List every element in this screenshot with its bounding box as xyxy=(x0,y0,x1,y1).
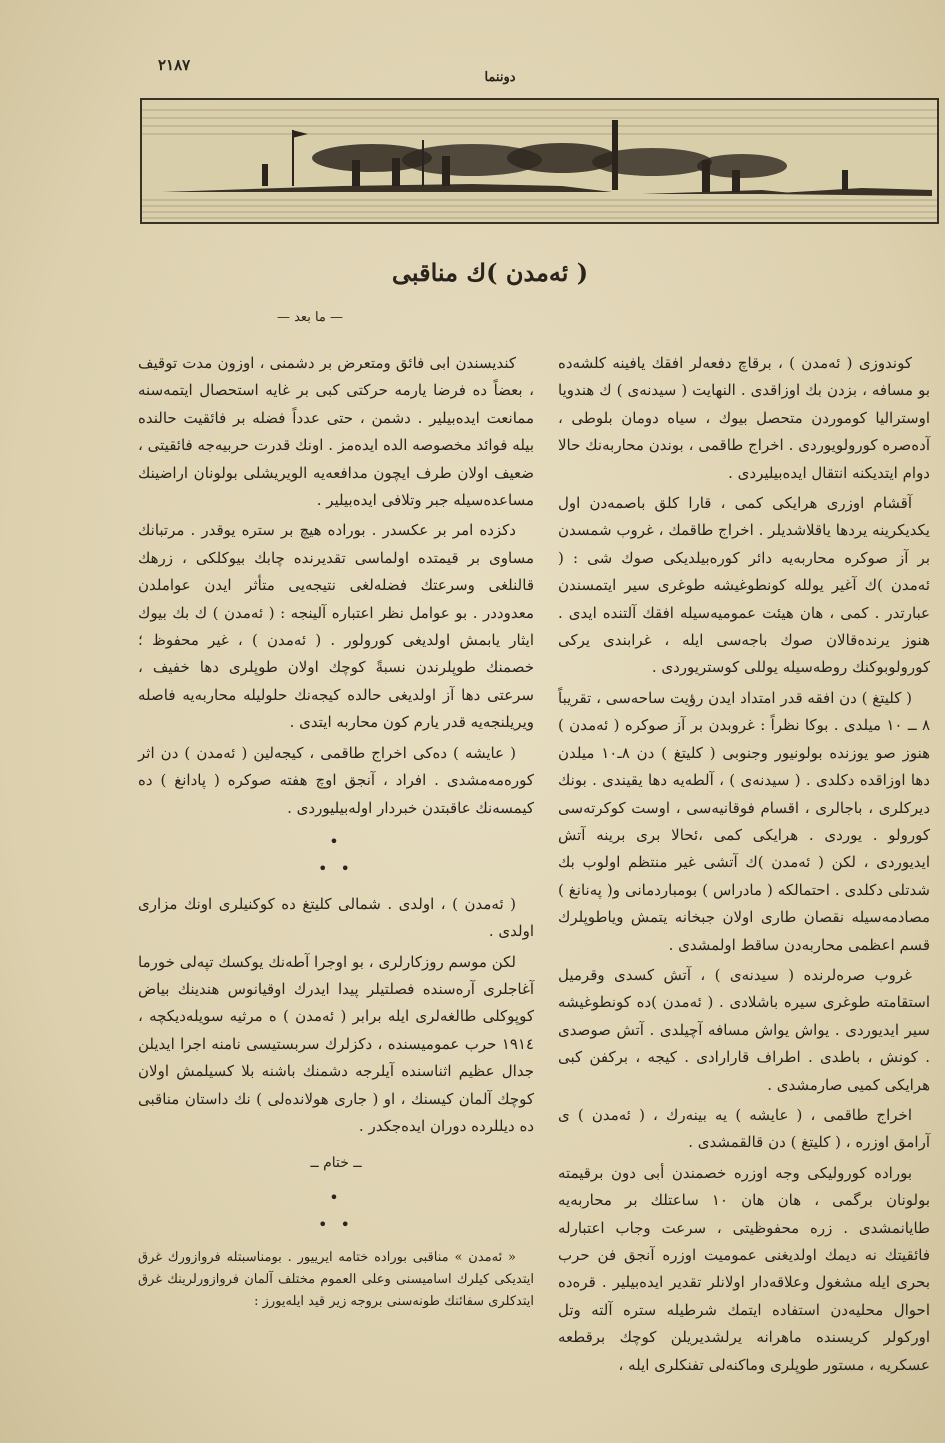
section-divider: • • • xyxy=(318,1187,354,1235)
paragraph: كنديسندن ابى فائق ومتعرض بر دشمنى ، اوزون مدت توقيف ، بعضاً ده فرضا يارمە حركتى كبى بر غايە استحصال ايتمەسنە ممانعت ايدەبيلير . دشمن ، حتى عدداً فضلە بر فائقيت حالندە بيلە فوائد مخصوصە الدە ايدەمز . اونك قدرت حربيەجە فائقيتى ، ضعيف اولان طرف ايچون مدافعەيە الويريشلى بولونان اراضينك مساعدەسيلە جبر وتلافى ايدەبيلير . xyxy=(138,354,534,510)
right-column xyxy=(558,350,930,1382)
running-title: دوننما xyxy=(484,70,516,85)
paragraph: دكزدە امر بر عكسدر . بوراده هيچ بر ستره يوقدر . مرتبانك مساوى بر قيمتدە اولماسى تقديرندە چابك بيوكلكى ، زرهك قالنلغى وسرعتك فضلەلغى نتيجەيى متأثر ايدن عواملدن معدوددر . بو عوامل نظر اعتبارە آلينجە : ( ئەمدن ) ك بك بيوك ايثار يابمش اولديغى كورولور . ( ئەمدن ) ، غير محفوظ ؛ خصمنك طوپلرندن نسبةً كوچك اولان طوپلرى دها خفيف ، سرعتى دها آز اولديغى حالدە كيجەنك حلوليلە محاربەيە فاصلە ويريلنجەيە قدر يارم كون محاربە ايتدى . xyxy=(138,521,534,732)
warships-illustration xyxy=(142,100,937,222)
warships-engraving xyxy=(140,98,939,224)
paragraph: ( كليتغ ) دن افقە قدر امتداد ايدن رؤيت ساحەسى ، تقريباً ٨ ــ ١٠ ميلدى . بوكا نظراً : غروبدن بر آز صوكرە ( ئەمدن ) هنوز صو يوزندە بولونيور وجنوبى ( كليتغ ) دن ٨ـ١٠ ميلدن دها اوزاقدە دكلدى . ( سيدنەى ) ، آلطەيە دها يقيندى . بونك ديركلرى ، باجالرى ، اقسام فوقانيەسى ، اوست كوكرتەسى كورولو . يوردى . هرايكى كمى ،ئحالا برى برينە آتش ايديوردى ، لكن ( ئەمدن )ك آتشى غير منتظم اولوب بك شدتلى دكلدى . احتمالكە ( مادراس ) بومباردمانى و( پەنانغ ) مصادمەسيلە نقصان طارى اولان جبخانە يتمش وياطوپلرك قسم اعظمى محاربەدن ساقط اولمشدى . xyxy=(558,688,931,954)
paragraph: كوندوزى ( ئەمدن ) ، برقاچ دفعەلر افقك يافينە كلشەدە بو مسافە ، بزدن بك اوزاقدى . النهايت ( سيدنەى ) ك هندويا اوستراليا كوموردن متحصل بيوك ، سياه دومان بلوطى ، آدەصرە كورولويوردى . اخراج طاقمى ، بوندن محاربەنك حالا دوام ايتديكنە انتقال ايدەبيليردى . xyxy=(558,354,930,482)
paragraph: آقشام اوزرى هرايكى كمى ، قارا كلق باصمەدن اول يكديكرينە يردها ياقلاشديلر . اخراج طاقمك ، غروب شمسدن بر آز صوكرە محاربەيە دائر كورەبيلديكى صوك شى : ( ئەمدن )ك آغير يوللە كونطوغيشە طوغرى سير ايتمسندن عبارتدر . كمى ، هان هيئت عموميەسيلە افقك آلتندە ايدى . هنوز يرندەقالان صوك باجەسى ايلە ، غرابندى يركى كورولوبوكنك روطەسيلە يوللى كوستريوردى . xyxy=(558,494,930,677)
paragraph: ( عايشە ) دەكى اخراج طاقمى ، كيجەلين ( ئەمدن ) دن اثر كورەمەمشدى . افراد ، آنجق اوچ هفتە صوكرە ( پادانغ ) دە كيمسەنك عاقبتدن خبردار اولەبيليوردى . xyxy=(138,743,534,817)
paragraph: لكن موسم روزكارلرى ، بو اوجرا آطەنك يوكسك تپەلى خورما آغاجلرى آرەسندە فصلتيلر پيدا ايدرك اوقيانوس هندينك بياض كوپوكلى طالغەلرى ايلە برابر ( ئەمدن ) ە مرثيە سويلەديكچە ، ١٩١٤ حرب عموميسندە ، دكزلرك سربستيسى نامنە اجرا ايديلن جدال عظيم اثناسندە آيلرجە دشمنك باشنە بلا كسيلمش اولان كوچك آلمان كيسنك ، او ( جارى هولاندەلى ) نك داستان مناقبى دە ديللردە دوران ايدەجكدر . xyxy=(138,952,534,1135)
paragraph: بوراده كوروليكى وجه اوزرە خصمندن أبى دون برقيمتە بولونان برگمى ، هان هان ١٠ ساعتلك بر محاربەيە طايانمشدى . زرە محفوظيتى ، سرعت وجاب اعتبارلە فائقيتك نە ديمك اولديغنى عموميت اوزرە آنجق فن حرب بحرى ايلە مشغول وعلاقەدار اولانلر تقدير ايدەبيلير . قرەدە احوال محليەدن استفادە ايتمك شرطيلە ستره آلتە وتل اوركولر كريسندە ماهرانە يرلشديريلن كوچك برقطعە عسكريە ، مستور طوپلرى وماكنەلى تفنكلرى ايلە ، xyxy=(558,1163,930,1374)
end-marker: ــ ختام ــ xyxy=(310,1155,362,1172)
paragraph: ( ئەمدن ) ، اولدى . شمالى كليتغ دە كوكنيلرى اونك مزارى اولدى . xyxy=(138,894,534,941)
section-divider: • • • xyxy=(318,831,354,879)
paragraph: اخراج طاقمى ، ( عايشە ) يە بينەرك ، ( ئەمدن ) ى آرامق اوزرە ، ( كليتغ ) دن قالقمشدى . xyxy=(558,1105,930,1152)
article-subtitle: — ما بعد — xyxy=(276,310,344,325)
footnote: « ئەمدن » مناقبى بوراده ختامە ايرييور . بومناسبتلە فروازورك غرق ايتديكى كيلرك اساميسنى وعلى العموم مختلف آلمان فروازورلرينك غرق ايتدكلرى سفائنك طونەسنى بروجە زير قيد ايلەيورز : xyxy=(138,1249,534,1309)
page-number: ٢١٨٧ xyxy=(158,56,191,74)
article-title: ( ئەمدن )ك مناقبى xyxy=(391,258,589,287)
left-column xyxy=(138,350,534,1316)
paragraph: غروب صرەلرندە ( سيدنەى ) ، آتش كسدى وقرميل استقامتە طوغرى سيرە باشلادى . ( ئەمدن )دە كونطوغيشە سير ايديوردى . يواش يواش مسافە آچيلدى . آتش صوصدى . كونش ، باطدى . اطراف قارارادى . كيجە ، بركفن كبى هرايكى كميى صارمشدى . xyxy=(558,965,930,1094)
